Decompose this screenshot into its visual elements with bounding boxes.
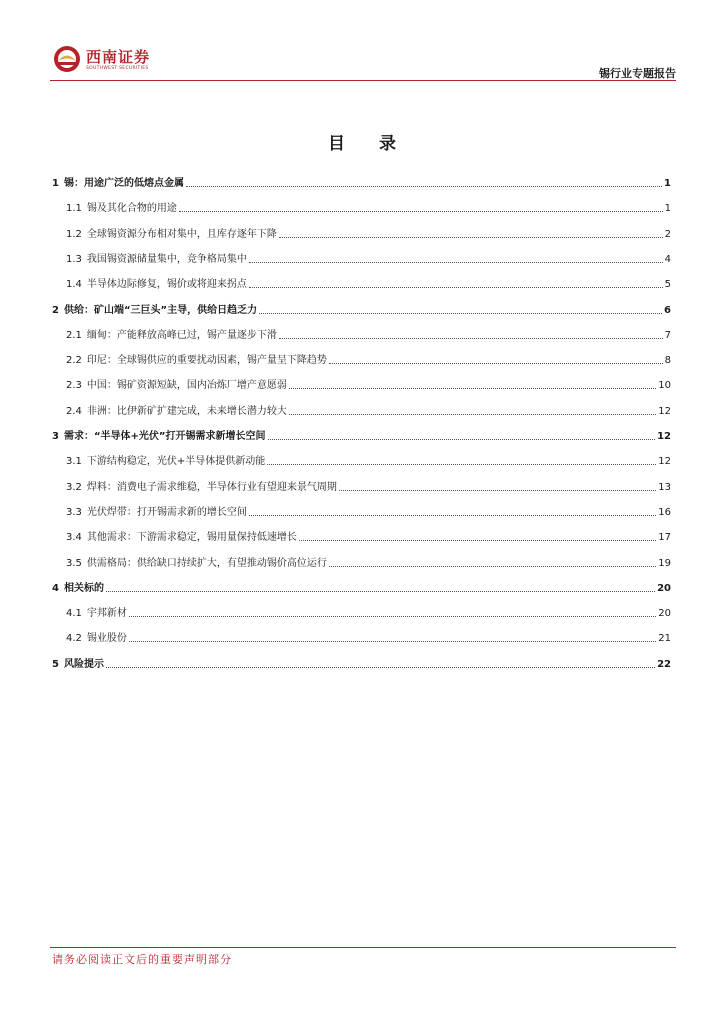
toc-entry-number: 4 [52, 582, 59, 594]
toc-entry-number: 1.3 [66, 253, 82, 265]
toc-section-entry[interactable] [66, 550, 671, 570]
page-header [50, 40, 676, 80]
toc-entry-title: 焊料：消费电子需求维稳，半导体行业有望迎来景气周期 [86, 481, 337, 493]
toc-dot-leader [129, 641, 656, 642]
toc-entry-number: 4.1 [66, 608, 82, 620]
toc-dot-leader [279, 338, 663, 339]
toc-entry-number: 1 [52, 178, 59, 189]
toc-entry-number: 4.2 [66, 633, 82, 645]
toc-entry-number: 3.4 [66, 532, 82, 544]
toc-section-entry[interactable] [66, 398, 671, 418]
toc-dot-leader [289, 414, 656, 415]
toc-entry-title: 下游结构稳定，光伏+半导体提供新动能 [86, 456, 266, 468]
footer-disclaimer: 请务必阅读正文后的重要声明部分 [52, 953, 232, 966]
toc-dot-leader [329, 566, 656, 567]
toc-section-entry[interactable] [66, 600, 671, 620]
toc-entry-title: 我国锡资源储量集中，竞争格局集中 [86, 253, 247, 265]
toc-entry-number: 3 [52, 431, 59, 442]
toc-entry-title: 供需格局：供给缺口持续扩大，有望推动锡价高位运行 [86, 557, 327, 569]
report-title: 锡行业专题报告 [599, 67, 676, 80]
toc-page-number: 5 [664, 279, 671, 291]
toc-page-number: 10 [658, 380, 671, 392]
toc-page-number: 12 [658, 405, 671, 417]
toc-page-number: 8 [664, 355, 671, 367]
toc-entry-number: 3.3 [66, 506, 82, 518]
toc-section-entry[interactable] [66, 221, 671, 241]
toc-dot-leader [329, 363, 663, 364]
toc-entry-number: 3.2 [66, 481, 82, 493]
toc-entry-number: 1.2 [66, 228, 82, 240]
header-divider [50, 80, 676, 81]
toc-chapter-entry[interactable] [52, 170, 671, 190]
toc-section-entry[interactable] [66, 246, 671, 266]
toc-entry-number: 2.3 [66, 380, 82, 392]
toc-entry-number: 1.4 [66, 279, 82, 291]
toc-page-number: 19 [658, 557, 671, 569]
toc-entry-title: 相关标的 [63, 582, 104, 594]
toc-section-entry[interactable] [66, 499, 671, 519]
toc-dot-leader [299, 540, 656, 541]
toc-entry-title: 中国：锡矿资源短缺，国内冶炼厂增产意愿弱 [86, 380, 287, 392]
toc-entry-title: 印尼：全球锡供应的重要扰动因素，锡产量呈下降趋势 [86, 355, 327, 367]
toc-page-number: 1 [664, 178, 671, 189]
toc-chapter-entry[interactable] [52, 651, 671, 671]
toc-entry-number: 3.5 [66, 557, 82, 569]
toc-page-number: 17 [658, 532, 671, 544]
toc-section-entry[interactable] [66, 271, 671, 291]
toc-entry-title: 光伏焊带：打开锡需求新的增长空间 [86, 506, 247, 518]
toc-dot-leader [179, 211, 663, 212]
toc-section-entry[interactable] [66, 524, 671, 544]
toc-dot-leader [267, 464, 656, 465]
toc-entry-title: 其他需求：下游需求稳定，锡用量保持低速增长 [86, 532, 297, 544]
toc-dot-leader [129, 616, 656, 617]
toc-page-number: 20 [657, 582, 671, 594]
toc-page-number: 7 [664, 329, 671, 341]
toc-entry-number: 1.1 [66, 203, 82, 215]
toc-page-number: 12 [658, 456, 671, 468]
toc-chapter-entry[interactable] [52, 575, 671, 595]
logo-mark-icon [52, 44, 82, 74]
toc-page-number: 12 [657, 431, 671, 442]
toc-chapter-entry[interactable] [52, 297, 671, 317]
toc-entry-title: 缅甸：产能释放高峰已过，锡产量逐步下滑 [86, 329, 277, 341]
toc-entry-number: 2.4 [66, 405, 82, 417]
toc-page-number: 21 [658, 633, 671, 645]
toc-entry-title: 宇邦新材 [86, 608, 127, 620]
toc-heading: 目 录 [328, 134, 410, 154]
toc-section-entry[interactable] [66, 448, 671, 468]
toc-entry-title: 非洲：比伊新矿扩建完成，未来增长潜力较大 [86, 405, 287, 417]
toc-page-number: 16 [658, 506, 671, 518]
logo-english-name: SOUTHWEST SECURITIES [86, 66, 149, 71]
toc-entry-number: 2.2 [66, 355, 82, 367]
toc-entry-number: 3.1 [66, 456, 82, 468]
toc-entry-title: 锡：用途广泛的低熔点金属 [63, 178, 184, 189]
toc-page-number: 2 [664, 228, 671, 240]
toc-section-entry[interactable] [66, 347, 671, 367]
toc-entry-title: 需求：“半导体+光伏”打开锡需求新增长空间 [63, 431, 266, 442]
toc-page-number: 6 [664, 304, 671, 316]
toc-entry-title: 全球锡资源分布相对集中，且库存逐年下降 [86, 228, 277, 240]
toc-section-entry[interactable] [66, 474, 671, 494]
toc-dot-leader [268, 439, 656, 440]
toc-page-number: 13 [658, 481, 671, 493]
footer-divider [50, 947, 676, 948]
toc-dot-leader [106, 591, 655, 592]
toc-section-entry[interactable] [66, 322, 671, 342]
toc-page-number: 1 [664, 203, 671, 215]
company-logo [52, 42, 212, 76]
toc-entry-number: 2 [52, 304, 59, 316]
toc-dot-leader [259, 313, 662, 314]
toc-entry-number: 5 [52, 658, 59, 670]
toc-page-number: 20 [658, 608, 671, 620]
toc-dot-leader [249, 262, 663, 263]
toc-section-entry[interactable] [66, 195, 671, 215]
toc-dot-leader [279, 237, 663, 238]
toc-entry-title: 锡业股份 [86, 633, 127, 645]
toc-dot-leader [249, 515, 656, 516]
toc-entry-title: 半导体边际修复，锡价或将迎来拐点 [86, 279, 247, 291]
toc-chapter-entry[interactable] [52, 423, 671, 443]
toc-entry-number: 2.1 [66, 329, 82, 341]
toc-dot-leader [249, 287, 663, 288]
toc-page-number: 4 [664, 253, 671, 265]
toc-section-entry[interactable] [66, 625, 671, 645]
toc-entry-title: 风险提示 [63, 658, 104, 670]
toc-page-number: 22 [657, 658, 671, 670]
toc-section-entry[interactable] [66, 372, 671, 392]
toc-dot-leader [106, 667, 655, 668]
toc-entry-title: 供给：矿山端“三巨头”主导，供给日趋乏力 [63, 304, 258, 316]
toc-entry-title: 锡及其化合物的用途 [86, 203, 177, 215]
toc-dot-leader [289, 388, 656, 389]
toc-dot-leader [339, 490, 656, 491]
logo-chinese-name: 西南证券 [86, 48, 151, 66]
toc-dot-leader [186, 186, 662, 187]
